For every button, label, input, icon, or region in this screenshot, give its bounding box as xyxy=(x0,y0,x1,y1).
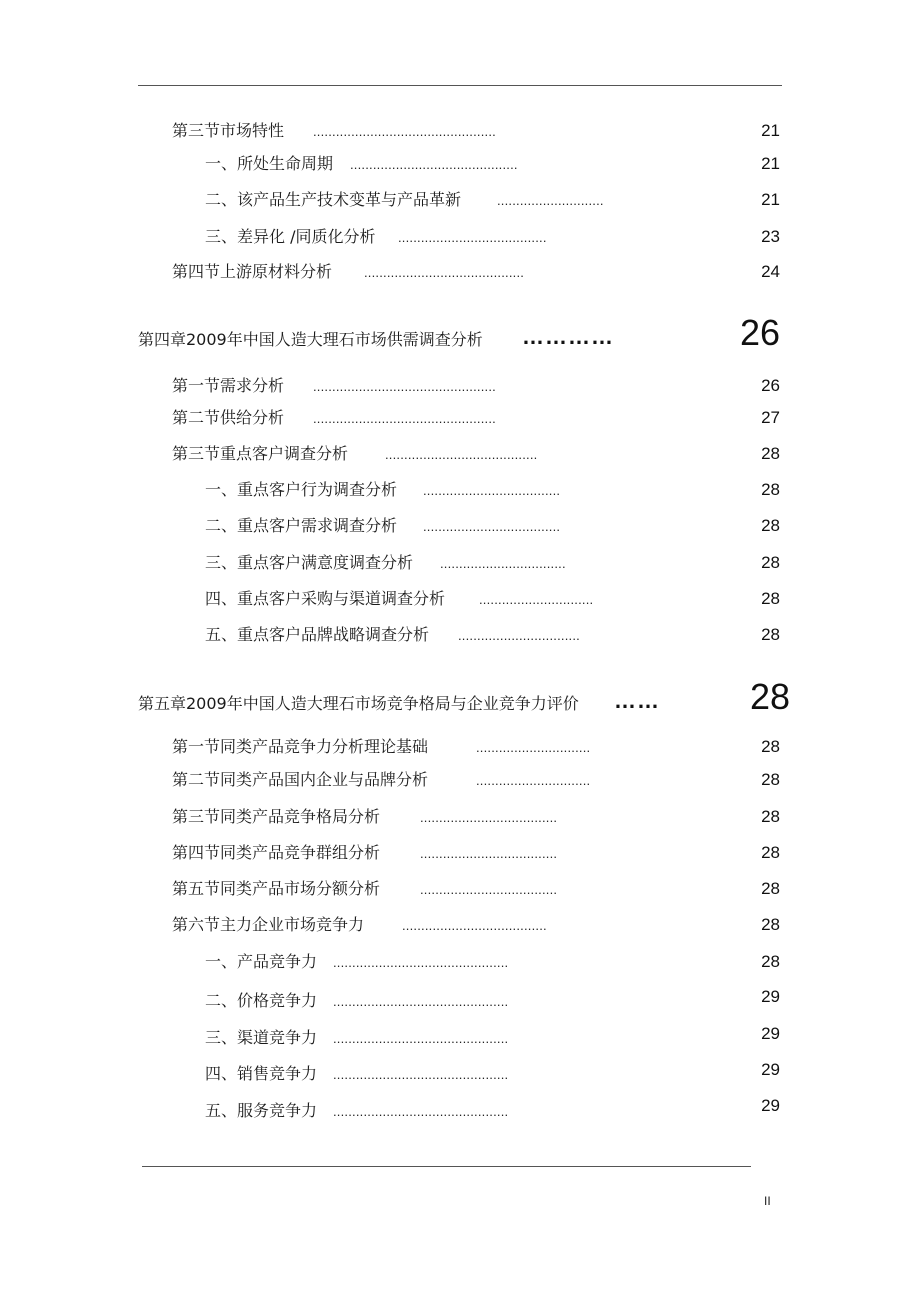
toc-entry-title: 第一节需求分析 xyxy=(172,376,285,395)
toc-page-number: 23 xyxy=(761,227,780,246)
toc-leader: .................................... xyxy=(420,846,558,861)
toc-leader: ....................................... xyxy=(398,230,547,245)
toc-leader: .................................... xyxy=(420,810,558,825)
toc-leader: .................................... xyxy=(420,882,558,897)
toc-page-number: 26 xyxy=(761,376,780,395)
toc-leader: ................................ xyxy=(458,628,580,643)
toc-page-number: 28 xyxy=(761,444,780,463)
toc-page-number: 28 xyxy=(761,879,780,898)
toc-page-number: 28 xyxy=(761,807,780,826)
toc-leader: ................................. xyxy=(440,556,566,571)
toc-entry-title: 五、重点客户品牌战略调查分析 xyxy=(205,625,430,644)
toc-chapter-title: 第四章2009年中国人造大理石市场供需调查分析 xyxy=(138,330,483,349)
toc-entry-title: 第三节重点客户调查分析 xyxy=(172,444,349,463)
toc-page-number: 21 xyxy=(761,154,780,173)
toc-entry-title: 三、渠道竞争力 xyxy=(205,1028,318,1047)
toc-leader: ...................................... xyxy=(402,918,547,933)
toc-leader: .................................... xyxy=(423,519,561,534)
toc-leader: .............................. xyxy=(476,773,591,788)
toc-leader: .......................................... xyxy=(364,265,525,280)
header-rule xyxy=(138,85,782,86)
toc-entry-title: 四、重点客户采购与渠道调查分析 xyxy=(205,589,446,608)
toc-entry-title: 第二节同类产品国内企业与品牌分析 xyxy=(172,770,429,789)
toc-entry-title: 二、该产品生产技术变革与产品革新 xyxy=(205,190,462,209)
toc-entry-title: 第三节市场特性 xyxy=(172,121,285,140)
toc-entry-title: 第六节主力企业市场竞争力 xyxy=(172,915,365,934)
toc-page-number: 21 xyxy=(761,121,780,140)
toc-entry-title: 一、重点客户行为调查分析 xyxy=(205,480,398,499)
toc-page-number: 28 xyxy=(761,553,780,572)
toc-entry-title: 三、重点客户满意度调查分析 xyxy=(205,553,414,572)
toc-page-number: 21 xyxy=(761,190,780,209)
toc-leader: ........................................ xyxy=(385,447,538,462)
toc-leader: .............................................. xyxy=(333,1104,509,1119)
toc-entry-title: 一、所处生命周期 xyxy=(205,154,334,173)
toc-page-number: 27 xyxy=(761,408,780,427)
toc-leader: .............................................. xyxy=(333,1031,509,1046)
toc-leader: .............................. xyxy=(479,592,594,607)
toc-entry-title: 一、产品竞争力 xyxy=(205,952,318,971)
toc-page-number: 28 xyxy=(761,516,780,535)
page-folio: II xyxy=(764,1194,771,1208)
toc-chapter-page-number: 26 xyxy=(739,312,780,353)
toc-entry-title: 五、服务竞争力 xyxy=(205,1101,318,1120)
toc-page-number: 29 xyxy=(761,1024,780,1043)
footer-rule xyxy=(142,1166,751,1167)
toc-page-number: 28 xyxy=(761,737,780,756)
toc-page-number: 28 xyxy=(761,625,780,644)
toc-page-number: 29 xyxy=(761,1096,780,1115)
toc-entry-title: 第一节同类产品竞争力分析理论基础 xyxy=(172,737,429,756)
toc-page-number: 28 xyxy=(761,952,780,971)
toc-entry-title: 三、差异化 /同质化分析 xyxy=(205,227,376,246)
toc-leader: .............................. xyxy=(476,740,591,755)
toc-entry-title: 二、价格竞争力 xyxy=(205,991,318,1010)
toc-leader: .............................................. xyxy=(333,1067,509,1082)
toc-leader: .................................... xyxy=(423,483,561,498)
toc-entry-title: 第五节同类产品市场分额分析 xyxy=(172,879,381,898)
toc-page-number: 28 xyxy=(761,915,780,934)
toc-page-number: 24 xyxy=(761,262,780,281)
toc-chapter-title: 第五章2009年中国人造大理石市场竞争格局与企业竞争力评价 xyxy=(138,694,579,713)
toc-chapter-page-number: 28 xyxy=(749,676,790,717)
toc-chapter-leader: ………… xyxy=(522,324,614,349)
toc-page-number: 28 xyxy=(761,480,780,499)
toc-leader: ................................................ xyxy=(313,411,496,426)
toc-entry-title: 第四节上游原材料分析 xyxy=(172,262,333,281)
toc-entry-title: 二、重点客户需求调查分析 xyxy=(205,516,398,535)
toc-page-number: 28 xyxy=(761,770,780,789)
toc-entry-title: 第四节同类产品竞争群组分析 xyxy=(172,843,381,862)
toc-entry-title: 第二节供给分析 xyxy=(172,408,285,427)
toc-leader: ................................................ xyxy=(313,379,496,394)
toc-leader: .............................................. xyxy=(333,955,509,970)
toc-leader: ................................................ xyxy=(313,124,496,139)
toc-page-number: 29 xyxy=(761,1060,780,1079)
toc-page-number: 28 xyxy=(761,589,780,608)
toc-page-number: 28 xyxy=(761,843,780,862)
toc-entry-title: 第三节同类产品竞争格局分析 xyxy=(172,807,381,826)
toc-entry-title: 四、销售竞争力 xyxy=(205,1064,318,1083)
toc-leader: ............................ xyxy=(497,193,604,208)
toc-page-number: 29 xyxy=(761,987,780,1006)
toc-leader: ............................................ xyxy=(350,157,518,172)
toc-chapter-leader: …… xyxy=(614,688,660,713)
toc-leader: .............................................. xyxy=(333,994,509,1009)
